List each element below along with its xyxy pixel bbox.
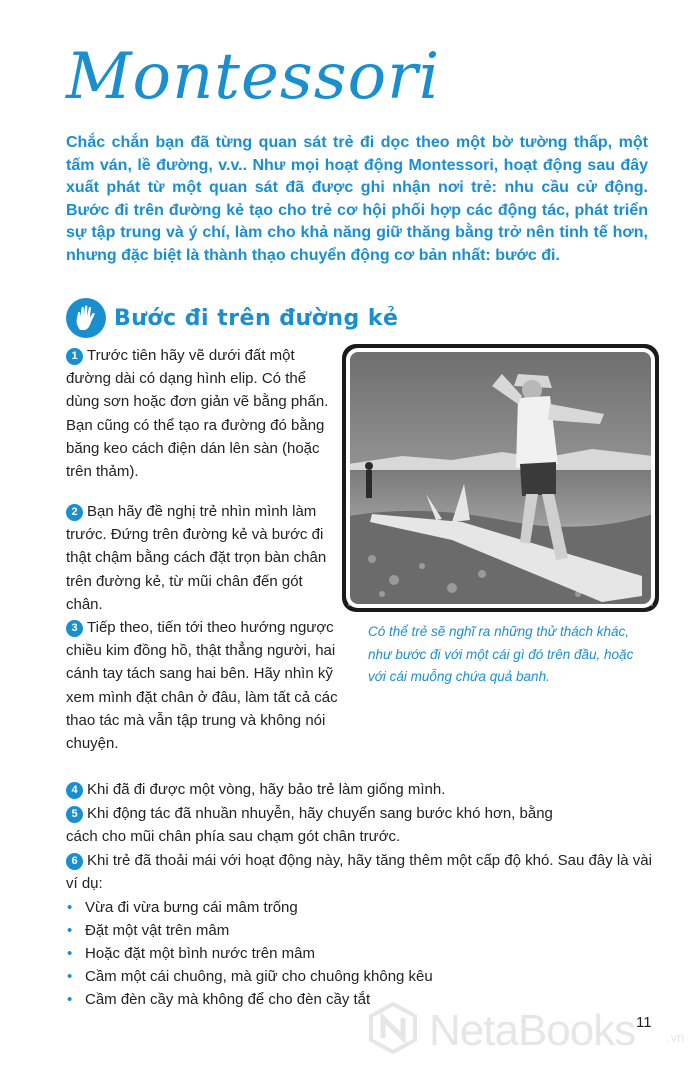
section-title: Bước đi trên đường kẻ	[114, 305, 399, 331]
watermark-logo-icon	[365, 1000, 421, 1056]
page-title: Montessori	[66, 40, 441, 114]
step-number-badge: 1	[66, 348, 83, 365]
step-6	[66, 849, 656, 895]
intro-paragraph: Chắc chắn bạn đã từng quan sát trẻ đi dọc theo một bờ tường thấp, một tấm ván, lề đường, v.v.. Như mọi hoạt động Montessori, hoạt động sau đây xuất phát từ một quan sát đã được ghi nhận nơi trẻ: nhu cầu cử động. Bước đi trên đường kẻ tạo cho trẻ cơ hội phối hợp các động tác, phát triển sự tập trung và ý chí, làm cho khả năng giữ thăng bằng trở nên tinh tế hơn, nhưng đặc biệt là thành thạo chuyển động cơ bản nhất: bước đi.	[66, 134, 648, 264]
watermark-suffix: .vn	[667, 1030, 685, 1045]
step-5	[66, 802, 566, 848]
step-text: Bạn hãy đề nghị trẻ nhìn mình làm trước. Đứng trên đường kẻ và bước đi thật chậm bằng cách đặt trọn bàn chân trên đường kẻ, từ mũi chân đến gót chân.	[66, 503, 327, 613]
example-list	[66, 896, 433, 1011]
list-item: • Cầm đèn cầy mà không để cho đèn cầy tắt	[66, 988, 433, 1011]
photo-image	[342, 344, 659, 612]
step-text: Khi động tác đã nhuần nhuyễn, hãy chuyển sang bước khó hơn, bằng cách cho mũi chân phía sau chạm gót chân trước.	[66, 805, 553, 846]
step-number-badge: 5	[66, 806, 83, 823]
step-number-badge: 4	[66, 782, 83, 799]
step-number-badge: 6	[66, 853, 83, 870]
page-number: 11	[636, 1014, 652, 1031]
step-text: Khi trẻ đã thoải mái với hoạt động này, hãy tăng thêm một cấp độ khó. Sau đây là vài ví dụ:	[66, 852, 652, 893]
list-item: • Cầm một cái chuông, mà giữ cho chuông không kêu	[66, 965, 433, 988]
step-text: Trước tiên hãy vẽ dưới đất một đường dài có dạng hình elip. Có thể dùng sơn hoặc đơn giản vẽ bằng phấn. Bạn cũng có thể tạo ra đường đó bằng băng keo cách điện dán lên sàn (hoặc trên thảm).	[66, 347, 329, 481]
step-text: Khi đã đi được một vòng, hãy bảo trẻ làm giống mình.	[87, 781, 446, 798]
list-item: • Vừa đi vừa bưng cái mâm trống	[66, 896, 433, 919]
hand-icon	[66, 298, 106, 338]
list-item: • Đặt một vật trên mâm	[66, 919, 433, 942]
step-text: Tiếp theo, tiến tới theo hướng ngược chiều kim đồng hồ, thật thẳng người, hai cánh tay tách sang hai bên. Hãy nhìn kỹ xem mình đặt chân ở đâu, làm tất cả các thao tác mà vẫn tập trung và không nói chuyện.	[66, 619, 338, 753]
step-number-badge: 3	[66, 620, 83, 637]
step-3	[66, 616, 354, 755]
watermark-brand: NetaBooks	[429, 1006, 636, 1055]
step-number-badge: 2	[66, 504, 83, 521]
photo-caption: Có thể trẻ sẽ nghĩ ra những thử thách khác, như bước đi với một cái gì đó trên đầu, hoặc với cái muỗng chứa quả banh.	[368, 624, 634, 684]
list-item: • Hoặc đặt một bình nước trên mâm	[66, 942, 433, 965]
step-2	[66, 500, 342, 616]
section-heading	[66, 296, 398, 340]
step-4	[66, 778, 656, 801]
step-1	[66, 344, 342, 483]
